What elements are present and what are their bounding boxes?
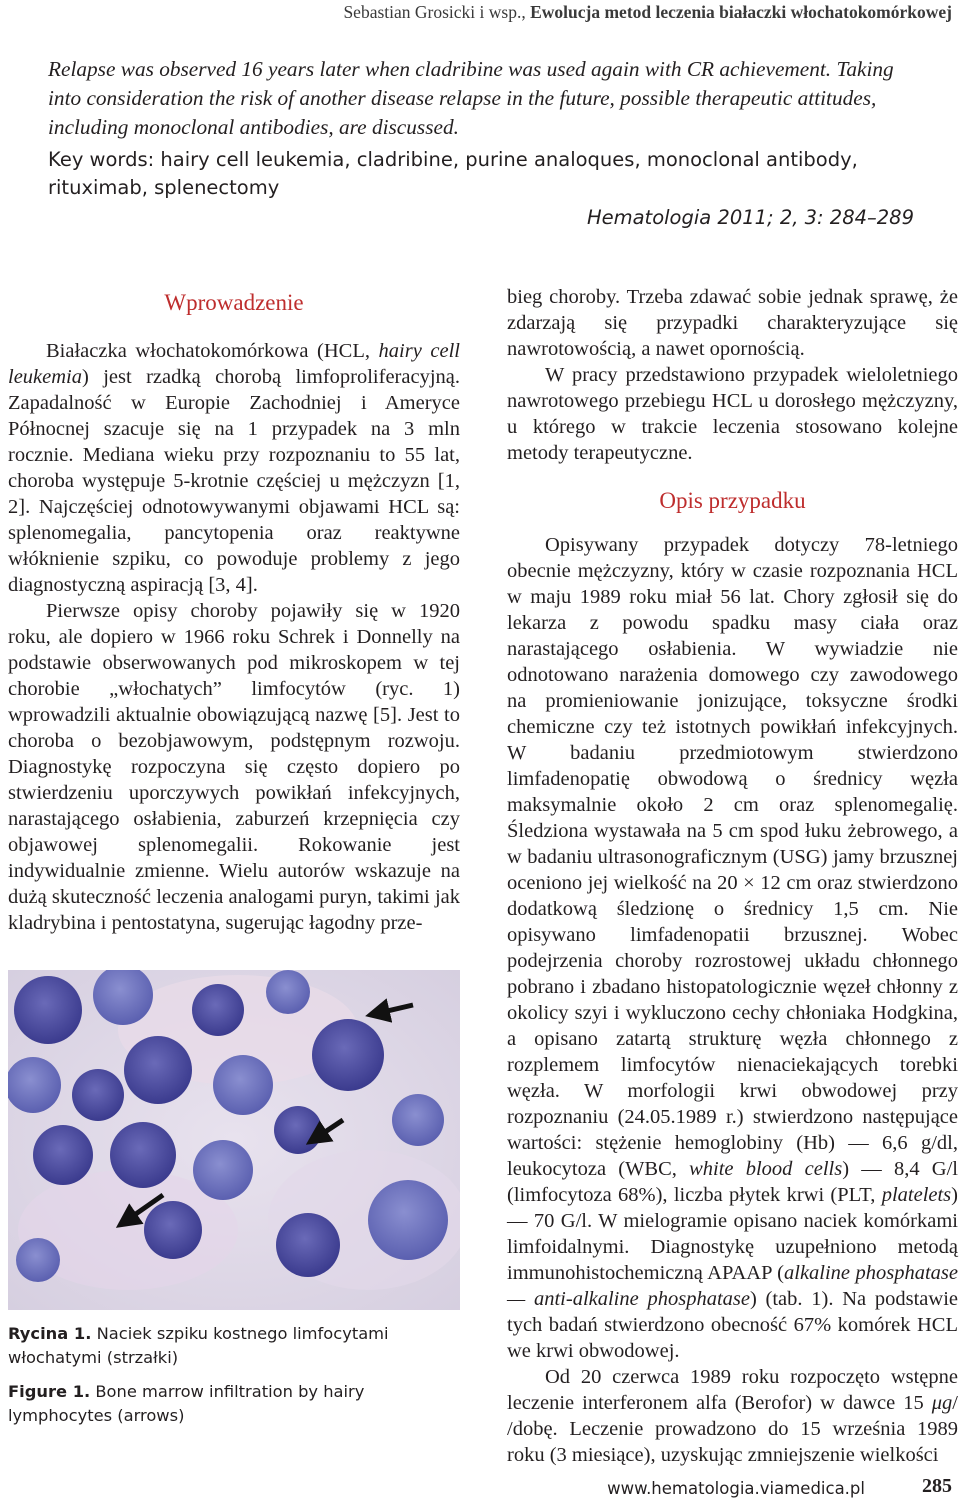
micrograph-figure bbox=[8, 970, 460, 1310]
running-head-title: Ewolucja metod leczenia białaczki włochatokomórkowej bbox=[530, 2, 952, 22]
paragraph: Opisywany przypadek dotyczy 78-letniego obecnie mężczyzny, który w czasie rozpoznania HCL w maju 1989 roku miał 56 lat. Chory zgłosił się do lekarza z powodu spadku masy ciała oraz narastającego osłabienia. W wywiadzie nie odnotowano narażenia domowego czy zawodowego na promieniowanie jonizujące, toksyczne środki chemiczne czy też istotnych powikłań infekcyjnych. W badaniu przedmiotowym stwierdzono limfadenopatię obwodową o średnicy węzła maksymalnie około 2 cm oraz splenomegalię. Śledziona wystawała na 5 cm spod łuku żebrowego, a w badaniu ultrasonograficznym (USG) jamy brzusznej oceniono jej wielkość na 20 × 12 cm oraz stwierdzono dodatkową śledzionę o średnicy 1,5 cm. Nie opisywano limfadenopatii brzusznej. Wobec podejrzenia choroby rozrostowej układu chłonnego pobrano i zbadano histopatologicznie węzeł chłonny z okolicy szyi i wykluczono cechy chłoniaka Hodgkina, a opisano zatartą strukturę węzła chłonnego z rozplemem limfocytów nienaciekających torebki węzła. W morfologii krwi obwodowej przy rozpoznaniu (24.05.1989 r.) stwierdzono następujące wartości: stężenie hemoglobiny (Hb) — 6,6 g/dl, leukocytoza (WBC, white blood cells) — 8,4 G/l (limfocytoza 68%), liczba płytek krwi (PLT, platelets) — 70 G/l. W mielogramie opisano naciek komórkami limfoidalnymi. Diagnostykę uzupełniono metodą immunohistochemiczną APAAP (alkaline phosphatase — anti-alkaline phosphatase) (tab. 1). Na podstawie tych badań stwierdzono obecność 67% komórek HCL we krwi obwodowej. bbox=[507, 534, 958, 1362]
caption-polish: Rycina 1. Naciek szpiku kostnego limfocytami włochatymi (strzałki) bbox=[8, 1324, 389, 1367]
caption-english: Figure 1. Bone marrow infiltration by hairy lymphocytes (arrows) bbox=[8, 1382, 365, 1425]
running-head-authors: Sebastian Grosicki i wsp., bbox=[343, 2, 526, 22]
paragraph: Białaczka włochatokomórkowa (HCL, hairy cell leukemia) jest rzadką chorobą limfoproliferacyjną. Zapadalność w Europie Zachodniej i Ameryce Północnej szacuje się na 1 przypadek na 3 mln rocznie. Mediana wieku przy rozpoznaniu to 55 lat, choroba występuje 5-krotnie częściej u mężczyzn [1, 2]. Najczęściej odnotowywanymi objawami HCL są: splenomegalia, pancytopenia oraz reaktywne włóknienie szpiku, co powoduje problemy z jego diagnostyczną aspiracją [3, 4]. bbox=[8, 340, 460, 596]
abstract-tail: Relapse was observed 16 years later when cladribine was used again with CR achievement. Taking into consideration the risk of another disease relapse in the future, possible therapeutic attitudes, including monoclonal antibodies, are discussed. bbox=[48, 57, 894, 139]
paragraph: W pracy przedstawiono przypadek wieloletniego nawrotowego przebiegu HCL u dorosłego mężczyzny, u którego w trakcie leczenia stosowano kolejne metody terapeutyczne. bbox=[507, 364, 958, 464]
citation: Hematologia 2011; 2, 3: 284–289 bbox=[586, 206, 914, 229]
footer-url: www.hematologia.viamedica.pl bbox=[607, 1479, 865, 1498]
paragraph: Pierwsze opisy choroby pojawiły się w 1920 roku, ale dopiero w 1966 roku Schrek i Donnelly na podstawie obserwowanych pod mikroskopem w tej chorobie „włochatych” limfocytów (ryc. 1) wprowadzili aktualnie obowiązującą nazwę [5]. Jest to choroba o bezobjawowym, podstępnym rozwoju. Diagnostykę rozpoczyna się często dopiero po stwierdzeniu uporczywych powikłań infekcyjnych, narastającego osłabienia, zaburzeń krzepnięcia czy objawowej splenomegalii. Rokowanie jest indywidualnie zmienne. Wielu autorów wskazuje na dużą skuteczność leczenia analogami puryn, takimi jak kladrybina i pentostatyna, sugerując łagodny prze- bbox=[8, 600, 460, 934]
section-heading-introduction: Wprowadzenie bbox=[164, 290, 304, 315]
micrograph-image bbox=[8, 970, 460, 1310]
figure-caption bbox=[8, 1322, 460, 1438]
left-column bbox=[8, 290, 460, 936]
right-column bbox=[507, 284, 958, 1468]
paragraph: Od 20 czerwca 1989 roku rozpoczęto wstępne leczenie interferonem alfa (Berofor) w dawce 15 μg/ /dobę. Leczenie prowadzono do 15 września 1989 roku (3 miesiące), uzyskując zmniejszenie wielkości bbox=[507, 1366, 958, 1466]
section-heading-case-report: Opis przypadku bbox=[659, 488, 806, 513]
page-number: 285 bbox=[922, 1475, 952, 1497]
keywords: Key words: hairy cell leukemia, cladribine, purine analoques, monoclonal antibody, rituximab, splenectomy bbox=[48, 148, 858, 199]
running-head bbox=[343, 2, 952, 23]
paragraph: bieg choroby. Trzeba zdawać sobie jednak sprawę, że zdarzają się przypadki charakteryzujące się nawrotowością, a nawet opornością. bbox=[507, 286, 958, 360]
